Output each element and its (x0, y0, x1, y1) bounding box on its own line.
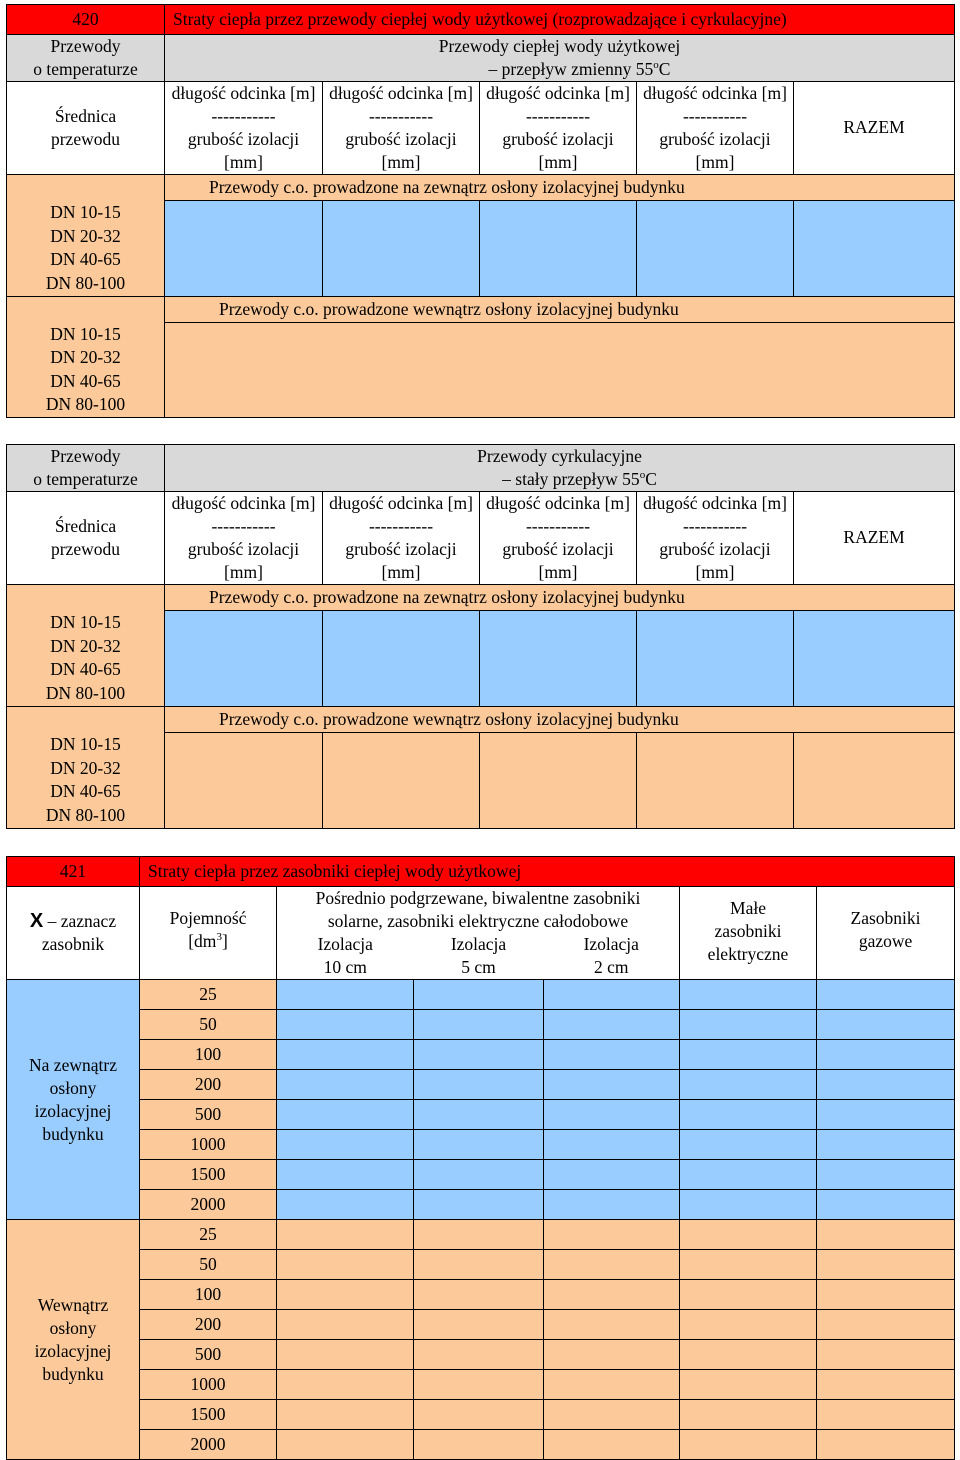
input-cell[interactable] (680, 1310, 817, 1340)
section-421 (6, 856, 954, 1460)
input-cell[interactable] (680, 980, 817, 1010)
input-cell[interactable] (680, 1400, 817, 1430)
dn-list: DN 10-15 DN 20-32 DN 40-65 DN 80-100 (7, 611, 165, 707)
input-cell[interactable] (277, 1190, 414, 1220)
input-cell[interactable] (414, 1370, 544, 1400)
capacity-value: 1500 (140, 1400, 277, 1430)
empty-cell (7, 175, 165, 201)
section-number: 420 (7, 5, 165, 35)
input-cell[interactable] (277, 1280, 414, 1310)
input-cell[interactable] (817, 1310, 955, 1340)
input-cell[interactable] (277, 1130, 414, 1160)
input-cell[interactable] (544, 1370, 680, 1400)
diameter-label: Średnica przewodu (7, 82, 165, 175)
capacity-value: 2000 (140, 1430, 277, 1460)
input-cell[interactable] (414, 1220, 544, 1250)
input-cell[interactable] (817, 1190, 955, 1220)
subheader-inside: Przewody c.o. prowadzone wewnątrz osłony izolacyjnej budynku (165, 297, 955, 323)
input-cell[interactable] (794, 201, 955, 297)
insulation-10cm: Izolacja 10 cm (277, 933, 414, 980)
capacity-value: 1000 (140, 1370, 277, 1400)
input-cell[interactable] (680, 1040, 817, 1070)
input-cell[interactable] (817, 1400, 955, 1430)
gas-tanks-header: Zasobniki gazowe (817, 887, 955, 980)
capacity-value: 500 (140, 1100, 277, 1130)
input-cell[interactable] (817, 1370, 955, 1400)
column-header: długość odcinka [m] ----------- grubość izolacji [mm] (480, 82, 637, 175)
input-cell[interactable] (323, 611, 480, 707)
input-cell[interactable] (544, 1430, 680, 1460)
input-cell[interactable] (680, 1430, 817, 1460)
section-420 (6, 4, 954, 418)
input-cell[interactable] (165, 733, 323, 829)
subheader-outside: Przewody c.o. prowadzone na zewnątrz osłony izolacyjnej budynku (165, 175, 955, 201)
input-cell[interactable] (817, 1070, 955, 1100)
table-storage-tanks (6, 856, 955, 1460)
empty-cell (7, 297, 165, 323)
input-cell[interactable] (277, 1220, 414, 1250)
input-cell[interactable] (817, 1220, 955, 1250)
input-cell[interactable] (637, 201, 794, 297)
input-cell[interactable] (414, 1280, 544, 1310)
dn-list: DN 10-15 DN 20-32 DN 40-65 DN 80-100 (7, 323, 165, 418)
input-cell[interactable] (414, 1070, 544, 1100)
input-cell[interactable] (680, 1280, 817, 1310)
input-cell[interactable] (680, 1130, 817, 1160)
column-header: długość odcinka [m] ----------- grubość izolacji [mm] (480, 492, 637, 585)
input-cell[interactable] (277, 1100, 414, 1130)
capacity-header: Pojemność $[dm^3]$ (140, 887, 277, 980)
indirect-tanks-header: Pośrednio podgrzewane, biwalentne zasobniki solarne, zasobniki elektryczne całodobowe (277, 887, 680, 934)
section-420-circulation (6, 444, 954, 829)
input-cell[interactable] (680, 1340, 817, 1370)
input-cell[interactable] (277, 1070, 414, 1100)
capacity-value: 1500 (140, 1160, 277, 1190)
input-cell[interactable] (544, 1190, 680, 1220)
capacity-value: 100 (140, 1280, 277, 1310)
table-circulation-pipes (6, 444, 955, 829)
input-cell[interactable] (544, 1070, 680, 1100)
input-cell[interactable] (817, 1130, 955, 1160)
group-outside-label: Na zewnątrz osłony izolacyjnej budynku (7, 980, 140, 1220)
table-heading: Przewody ciepłej wody użytkowej – przepływ zmienny 55$^o$C (165, 35, 955, 82)
input-cell[interactable] (544, 1130, 680, 1160)
input-cell[interactable] (817, 1100, 955, 1130)
input-cell[interactable] (414, 1340, 544, 1370)
input-cell[interactable] (794, 733, 955, 829)
input-cell[interactable] (277, 1370, 414, 1400)
column-header: długość odcinka [m] ----------- grubość izolacji [mm] (323, 82, 480, 175)
subheader-outside: Przewody c.o. prowadzone na zewnątrz osłony izolacyjnej budynku (165, 585, 955, 611)
empty-cell (7, 707, 165, 733)
input-cell[interactable] (680, 1370, 817, 1400)
input-cell[interactable] (414, 1430, 544, 1460)
razem-header: RAZEM (794, 492, 955, 585)
input-cell[interactable] (680, 1100, 817, 1130)
section-number: 421 (7, 857, 140, 887)
insulation-5cm: Izolacja 5 cm (414, 933, 544, 980)
mark-tank-label: X – zaznacz zasobnik (7, 887, 140, 980)
input-cell[interactable] (817, 1280, 955, 1310)
input-cell[interactable] (277, 980, 414, 1010)
dn-list: DN 10-15 DN 20-32 DN 40-65 DN 80-100 (7, 733, 165, 829)
input-cell[interactable] (414, 1130, 544, 1160)
input-cell[interactable] (637, 611, 794, 707)
column-header: długość odcinka [m] ----------- grubość izolacji [mm] (637, 492, 794, 585)
capacity-value: 1000 (140, 1130, 277, 1160)
input-cell[interactable] (817, 1340, 955, 1370)
column-header: długość odcinka [m] ----------- grubość izolacji [mm] (637, 82, 794, 175)
diameter-label: Średnica przewodu (7, 492, 165, 585)
input-cell[interactable] (544, 1310, 680, 1340)
input-cell[interactable] (480, 201, 637, 297)
capacity-value: 25 (140, 980, 277, 1010)
input-cell[interactable] (817, 1010, 955, 1040)
input-cell[interactable] (480, 733, 637, 829)
section-421-title-row (7, 857, 955, 887)
input-cell[interactable] (277, 1430, 414, 1460)
input-cell[interactable] (414, 1250, 544, 1280)
group-inside-label: Wewnątrz osłony izolacyjnej budynku (7, 1220, 140, 1460)
small-electric-header: Małe zasobniki elektryczne (680, 887, 817, 980)
input-cell[interactable] (680, 1190, 817, 1220)
input-cell[interactable] (544, 1100, 680, 1130)
input-cell[interactable] (277, 1160, 414, 1190)
capacity-value: 200 (140, 1070, 277, 1100)
input-cell[interactable] (277, 1040, 414, 1070)
input-cell[interactable] (680, 1010, 817, 1040)
input-cell[interactable] (323, 733, 480, 829)
input-cell[interactable] (544, 1040, 680, 1070)
input-cell[interactable] (414, 1010, 544, 1040)
input-cell[interactable] (680, 1220, 817, 1250)
table-hot-water-pipes (6, 4, 955, 418)
input-cell[interactable] (817, 1430, 955, 1460)
section-title: Straty ciepła przez przewody ciepłej wody użytkowej (rozprowadzające i cyrkulacyjne) (165, 5, 955, 35)
input-cell[interactable] (277, 1310, 414, 1340)
input-cell[interactable] (680, 1250, 817, 1280)
input-cell[interactable] (544, 1250, 680, 1280)
input-area[interactable] (165, 323, 955, 418)
capacity-value: 50 (140, 1010, 277, 1040)
input-cell[interactable] (544, 980, 680, 1010)
input-cell[interactable] (414, 1310, 544, 1340)
input-cell[interactable] (277, 1250, 414, 1280)
input-cell[interactable] (680, 1160, 817, 1190)
razem-header: RAZEM (794, 82, 955, 175)
input-cell[interactable] (544, 1220, 680, 1250)
input-cell[interactable] (414, 1400, 544, 1430)
x-mark-icon: X (29, 910, 44, 932)
input-cell[interactable] (794, 611, 955, 707)
input-cell[interactable] (817, 980, 955, 1010)
subheader-inside: Przewody c.o. prowadzone wewnątrz osłony izolacyjnej budynku (165, 707, 955, 733)
column-header: długość odcinka [m] ----------- grubość izolacji [mm] (165, 82, 323, 175)
input-cell[interactable] (277, 1400, 414, 1430)
capacity-value: 50 (140, 1250, 277, 1280)
capacity-value: 200 (140, 1310, 277, 1340)
input-cell[interactable] (165, 201, 323, 297)
temp-label: Przewody o temperaturze (7, 35, 165, 82)
input-cell[interactable] (414, 1100, 544, 1130)
input-cell[interactable] (544, 1160, 680, 1190)
capacity-value: 2000 (140, 1190, 277, 1220)
input-cell[interactable] (637, 733, 794, 829)
input-cell[interactable] (414, 1160, 544, 1190)
column-header: długość odcinka [m] ----------- grubość izolacji [mm] (323, 492, 480, 585)
input-cell[interactable] (817, 1160, 955, 1190)
input-cell[interactable] (480, 611, 637, 707)
dn-list: DN 10-15 DN 20-32 DN 40-65 DN 80-100 (7, 201, 165, 297)
input-cell[interactable] (414, 1040, 544, 1070)
capacity-value: 500 (140, 1340, 277, 1370)
section-title: Straty ciepła przez zasobniki ciepłej wody użytkowej (140, 857, 955, 887)
column-header: długość odcinka [m] ----------- grubość izolacji [mm] (165, 492, 323, 585)
input-cell[interactable] (817, 1250, 955, 1280)
input-cell[interactable] (544, 1400, 680, 1430)
input-cell[interactable] (277, 1340, 414, 1370)
temp-label: Przewody o temperaturze (7, 445, 165, 492)
section-420-title-row (7, 5, 955, 35)
input-cell[interactable] (165, 611, 323, 707)
insulation-2cm: Izolacja 2 cm (544, 933, 680, 980)
input-cell[interactable] (414, 980, 544, 1010)
capacity-value: 100 (140, 1040, 277, 1070)
input-cell[interactable] (680, 1070, 817, 1100)
input-cell[interactable] (544, 1340, 680, 1370)
empty-cell (7, 585, 165, 611)
input-cell[interactable] (323, 201, 480, 297)
capacity-value: 25 (140, 1220, 277, 1250)
input-cell[interactable] (544, 1280, 680, 1310)
table-heading: Przewody cyrkulacyjne – stały przepływ 55$^o$C (165, 445, 955, 492)
input-cell[interactable] (414, 1190, 544, 1220)
input-cell[interactable] (544, 1010, 680, 1040)
input-cell[interactable] (817, 1040, 955, 1070)
input-cell[interactable] (277, 1010, 414, 1040)
